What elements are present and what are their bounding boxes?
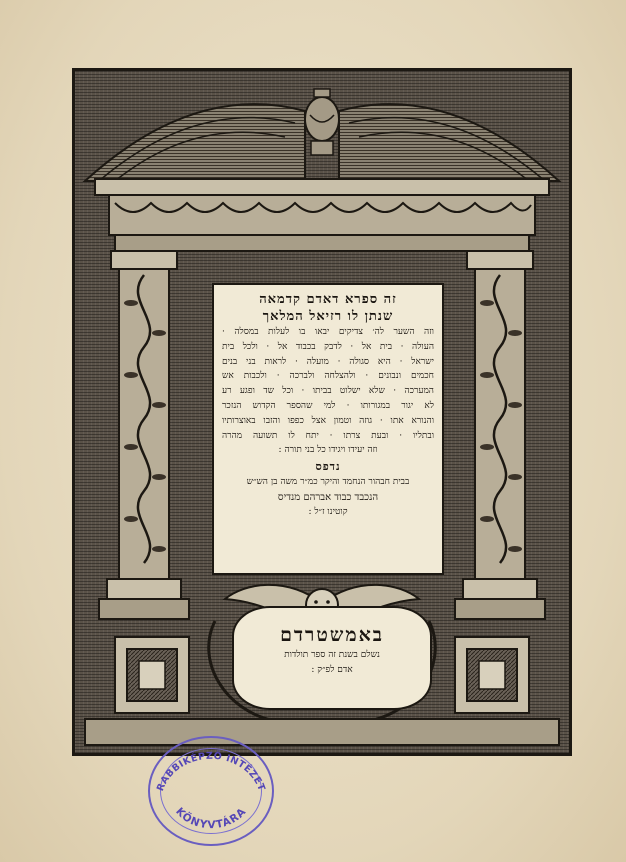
printer-line: קוטינו ז״ל : [308, 507, 348, 518]
stamp-top-text: RABBIKÉPZŐ INTÉZET [155, 750, 267, 793]
pedestal-left [115, 637, 189, 713]
description-line: המערכה · שלא ישלוט בביתו · וכל שד ופגע רע [222, 386, 434, 397]
printer-line: בבית חבהור הנחמד והיקר כמ״ר משה בן הש״ש [246, 477, 410, 488]
publication-city: באמשטרדם [280, 624, 384, 646]
book-title-line-2: שנתן לו רזיאל המלאך [262, 309, 394, 324]
book-title-line-1: זה ספרא דאדם קדמאה [259, 292, 397, 307]
cornice [95, 179, 549, 195]
library-stamp [148, 736, 274, 846]
description-line: ישראל · היא סגולה · מועלה · לראות בני בנים [222, 356, 434, 367]
description-line: וזה השער לה׳ צדיקים יבאו בו לעלות במסלה · [222, 327, 434, 337]
svg-text:RABBIKÉPZŐ INTÉZET [155, 751, 267, 793]
vine-column-left [99, 251, 189, 619]
title-text-panel [212, 283, 444, 575]
imprint-cartouche [232, 606, 432, 710]
description-line: ובתליו · ובעת צרתו · יתח לו תשועה מהרה [222, 430, 434, 441]
description-line: וזה יעידו ויגידו כל בני תורה : [278, 445, 378, 456]
frieze [109, 195, 535, 235]
stamp-bottom-text: KÖNYVTÁRA [173, 805, 249, 832]
stamp-text [150, 738, 272, 844]
printer-line: הנכבד כבוד אברהם מנדיס [277, 492, 379, 504]
description-line: חכמים ונבונים · ולהצלחה ולברכה · ולכבות אש [222, 371, 434, 382]
urn-ornament [305, 89, 339, 155]
description-line: העולה · בית אל · לדבק בכבוד אל · ולכל בית [222, 341, 434, 352]
printed-label: נדפס [315, 460, 341, 474]
publication-year-line-2: אדם לפ״ק : [311, 665, 353, 675]
pedestal-right [455, 637, 529, 713]
publication-year-line-1: נשלם בשנת זה ספר תולדות [284, 650, 380, 660]
architrave [115, 235, 529, 251]
vine-column-right [455, 251, 545, 619]
description-line: והנורא אתו · גוזה וטמון אצל כפפו והזבו באוצרותיו [222, 415, 434, 426]
svg-text:KÖNYVTÁRA [173, 805, 249, 831]
description-line: לא יגור במגורותו · למי שהספר הקדוש הנזכר [222, 400, 434, 411]
